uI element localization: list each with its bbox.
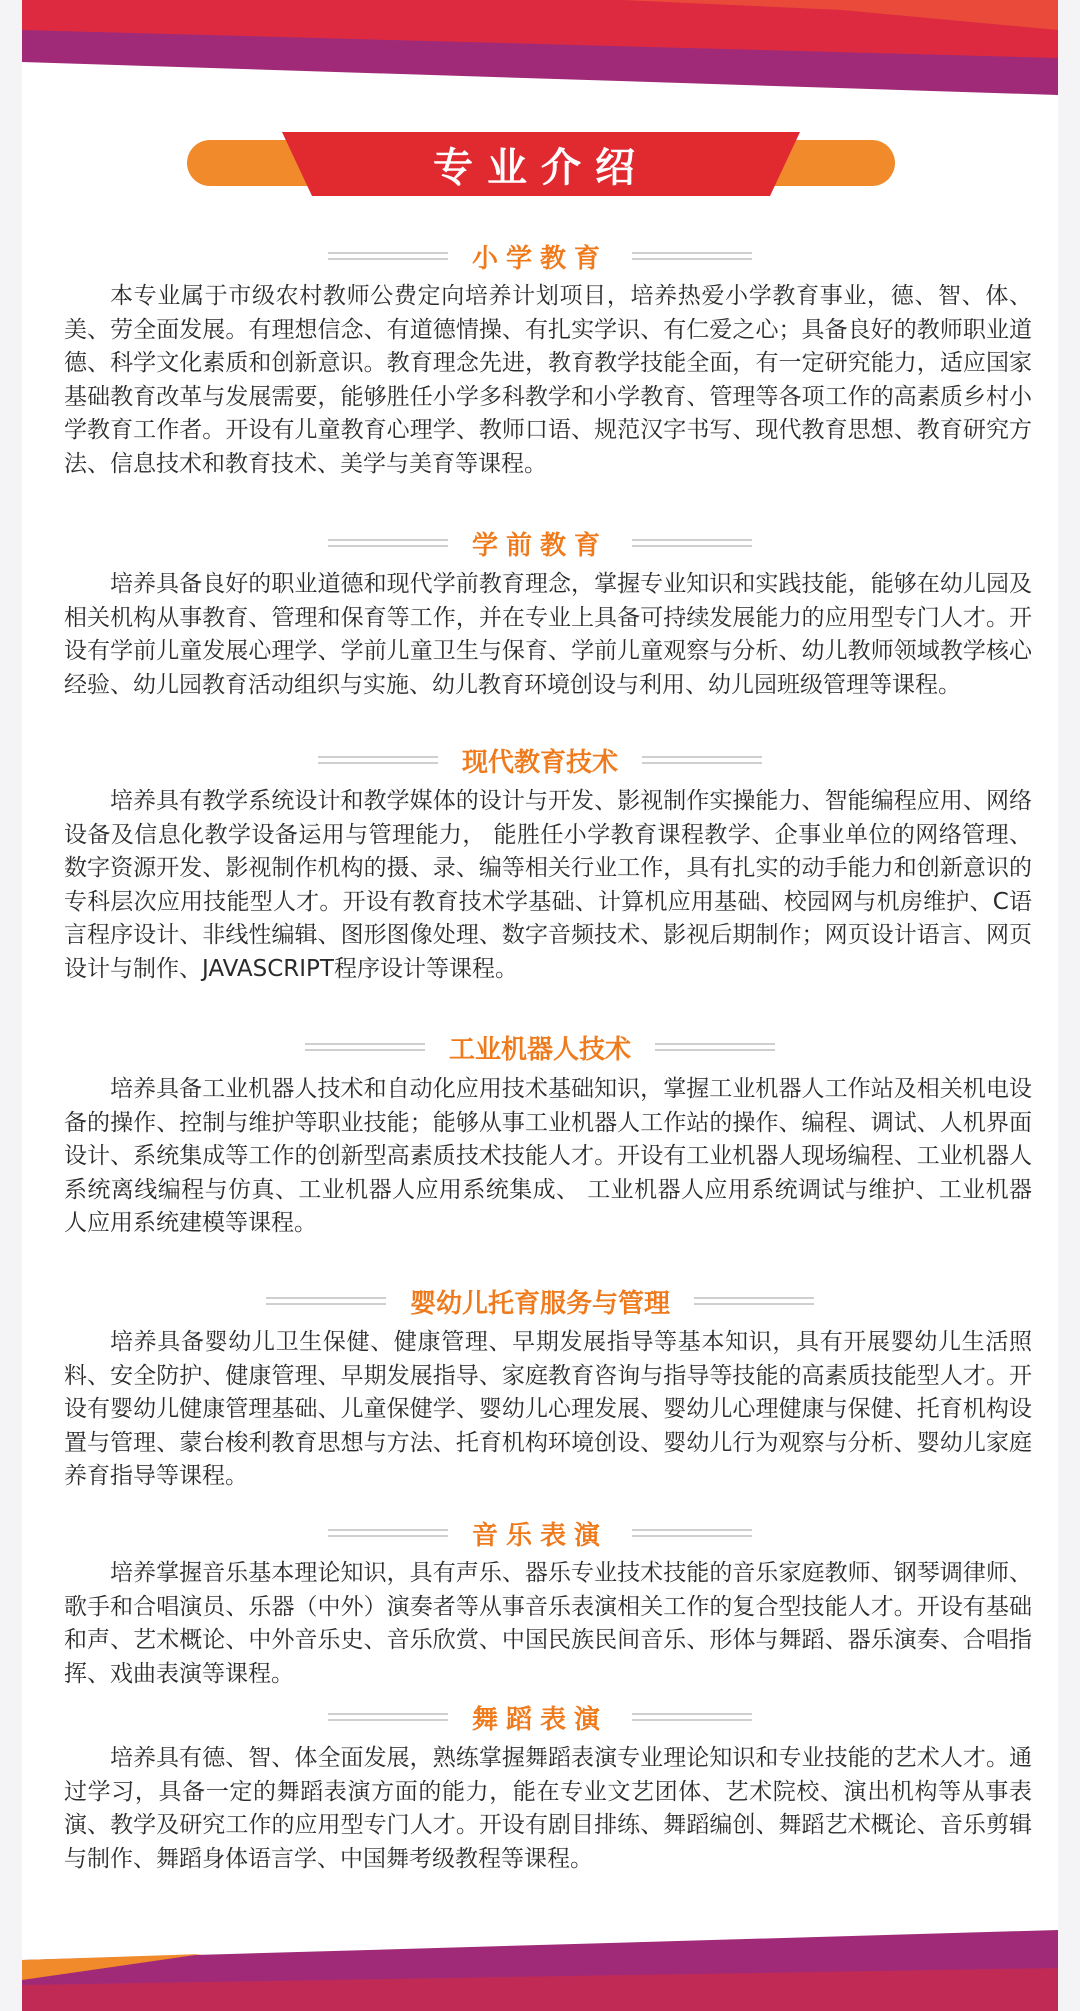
section-title: 现代教育技术 [461,747,618,778]
header-rule-right [632,252,752,260]
section-header-dance-performance [22,1697,1058,1737]
header-rule-left [318,756,438,764]
section-header-industrial-robotics [22,1027,1058,1067]
section-body-music-performance: 培养掌握音乐基本理论知识，具有声乐、器乐专业技术技能的音乐家庭教师、钢琴调律师、歌手和合唱演员、乐器（中外）演奏者等从事音乐表演相关工作的复合型技能人才。开设有基础和声、艺术概论、中外音乐史、音乐欣赏、中国民族民间音乐、形体与舞蹈、器乐演奏、合唱指挥、戏曲表演等课程。 [64,1560,1032,1687]
section-title: 小学教育 [471,243,608,274]
section-header-infant-care [22,1281,1058,1321]
section-body-dance-performance: 培养具有德、智、体全面发展，熟练掌握舞蹈表演专业理论知识和专业技能的艺术人才。通过学习，具备一定的舞蹈表演方面的能力，能在专业文艺团体、艺术院校、演出机构等从事表演、教学及研究工作的应用型专门人才。开设有剧目排练、舞蹈编创、舞蹈艺术概论、音乐剪辑与制作、舞蹈身体语言学、中国舞考级教程等课程。 [64,1745,1032,1872]
section-body-infant-care: 培养具备婴幼儿卫生保健、健康管理、早期发展指导等基本知识，具有开展婴幼儿生活照料、安全防护、健康管理、早期发展指导、家庭教育咨询与指导等技能的高素质技能型人才。开设有婴幼儿健康管理基础、儿童保健学、婴幼儿心理发展、婴幼儿心理健康与保健、托育机构设置与管理、蒙台梭利教育思想与方法、托育机构环境创设、婴幼儿行为观察与分析、婴幼儿家庭养育指导等课程。 [64,1329,1032,1489]
section-header-preschool-education [22,523,1058,563]
header-rule-right [642,756,762,764]
section-body-primary-education: 本专业属于市级农村教师公费定向培养计划项目，培养热爱小学教育事业，德、智、体、美、劳全面发展。有理想信念、有道德情操、有扎实学识、有仁爱之心；具备良好的教师职业道德、科学文化素质和创新意识。教育理念先进，教育教学技能全面，有一定研究能力，适应国家基础教育改革与发展需要，能够胜任小学多科教学和小学教育、管理等各项工作的高素质乡村小学教育工作者。开设有儿童教育心理学、教师口语、规范汉字书写、现代教育思想、教育研究方法、信息技术和教育技术、美学与美育等课程。 [64,283,1032,477]
header-rule-right [632,1713,752,1721]
section-title: 工业机器人技术 [448,1034,631,1065]
header-rule-left [328,1529,448,1537]
header-rule-left [305,1043,425,1051]
section-title: 婴幼儿托育服务与管理 [409,1288,670,1319]
section-title: 舞蹈表演 [471,1704,608,1735]
section-title: 音乐表演 [471,1520,608,1551]
bottom-decorative-band [22,1930,1058,2011]
section-header-educational-technology [22,740,1058,780]
header-rule-left [266,1297,386,1305]
header-rule-right [694,1297,814,1305]
header-rule-left [328,252,448,260]
top-decorative-band [22,0,1058,100]
header-rule-left [328,1713,448,1721]
section-body-preschool-education: 培养具备良好的职业道德和现代学前教育理念，掌握专业知识和实践技能，能够在幼儿园及相关机构从事教育、管理和保育等工作，并在专业上具备可持续发展能力的应用型专门人才。开设有学前儿童发展心理学、学前儿童卫生与保育、学前儿童观察与分析、幼儿教师领域教学核心经验、幼儿园教育活动组织与实施、幼儿教育环境创设与利用、幼儿园班级管理等课程。 [64,571,1032,698]
section-body-industrial-robotics: 培养具备工业机器人技术和自动化应用技术基础知识，掌握工业机器人工作站及相关机电设备的操作、控制与维护等职业技能；能够从事工业机器人工作站的操作、编程、调试、人机界面设计、系统集成等工作的创新型高素质技术技能人才。开设有工业机器人现场编程、工业机器人系统离线编程与仿真、工业机器人应用系统集成、 工业机器人应用系统调试与维护、工业机器人应用系统建模等课程。 [64,1076,1032,1236]
header-rule-left [328,539,448,547]
section-title: 学前教育 [471,530,608,561]
header-rule-right [632,1529,752,1537]
section-header-music-performance [22,1513,1058,1553]
banner-title: 专业介绍 [433,144,649,191]
section-body-educational-technology: 培养具有教学系统设计和教学媒体的设计与开发、影视制作实操能力、智能编程应用、网络设备及信息化教学设备运用与管理能力， 能胜任小学教育课程教学、企事业单位的网络管理、数字资源开发、影视制作机构的摄、录、编等相关行业工作，具有扎实的动手能力和创新意识的专科层次应用技能型人才。开设有教育技术学基础、计算机应用基础、校园网与机房维护、C语言程序设计、非线性编辑、图形图像处理、数字音频技术、影视后期制作；网页设计语言、网页设计与制作、JAVASCRIPT程序设计等课程。 [64,788,1032,982]
brochure-page [22,0,1058,2011]
header-rule-right [655,1043,775,1051]
header-rule-right [632,539,752,547]
section-header-primary-education [22,236,1058,276]
